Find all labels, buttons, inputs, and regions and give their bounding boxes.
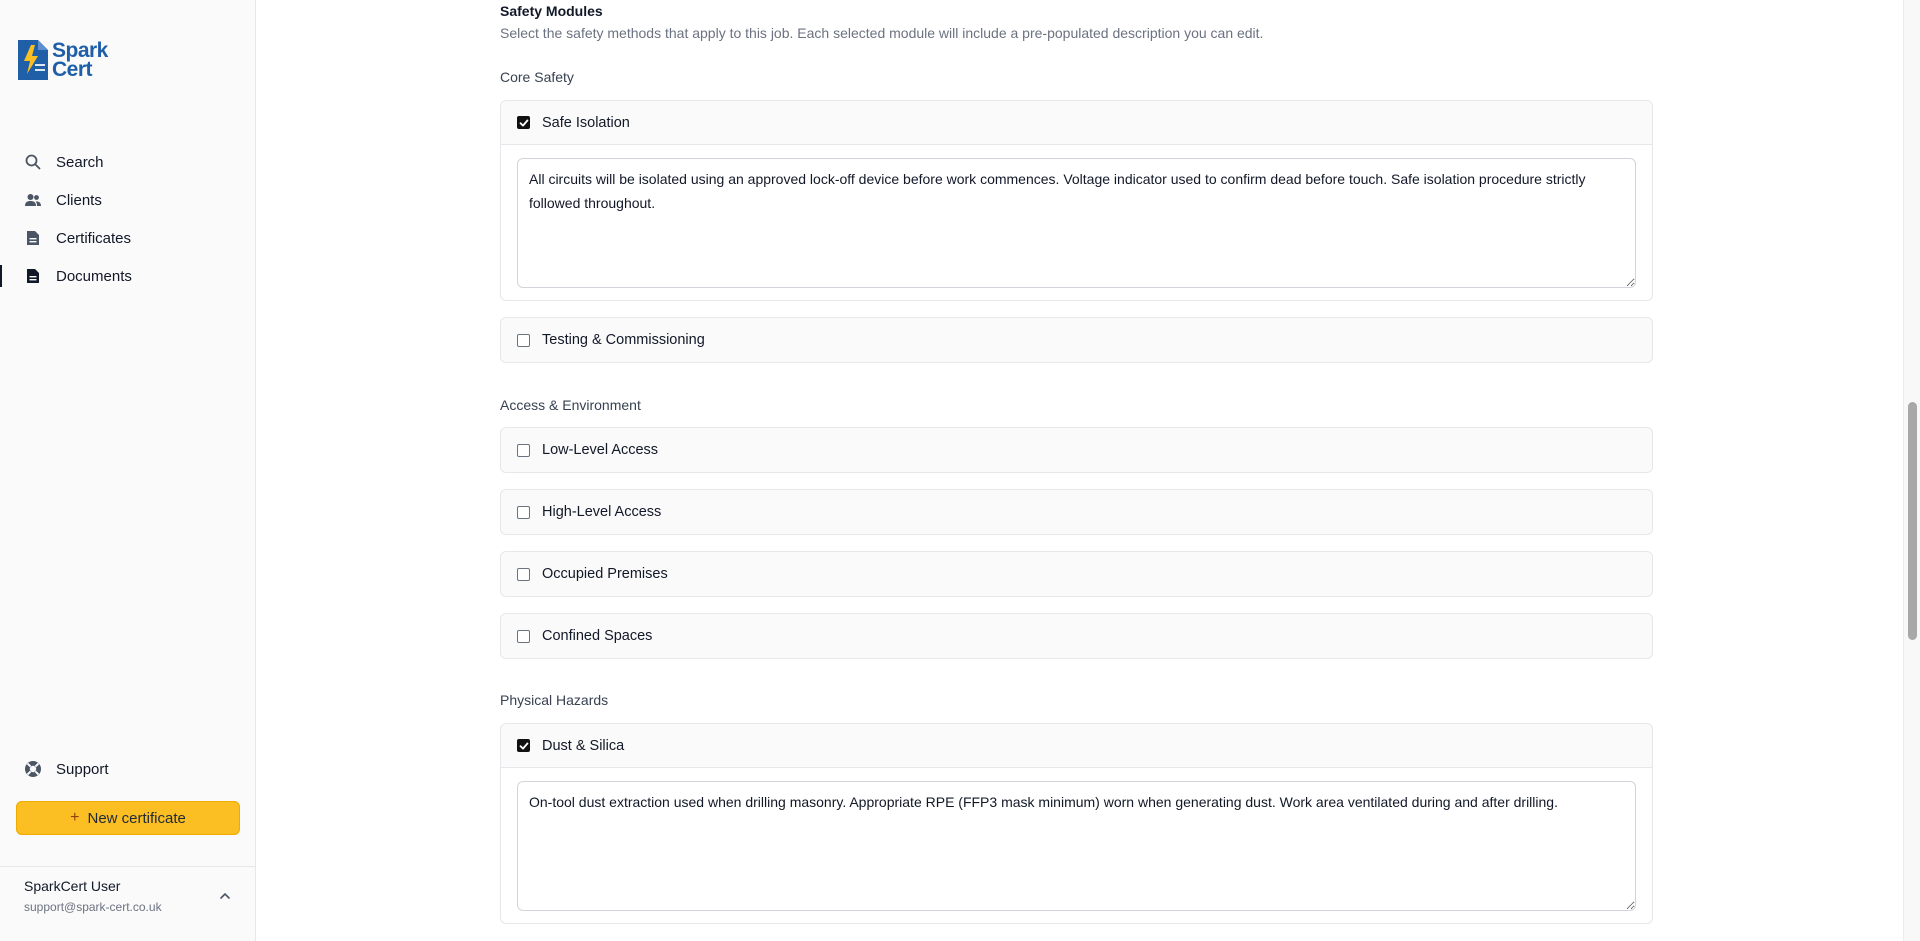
page-scrollbar[interactable]: [1903, 0, 1920, 941]
module-label: Safe Isolation: [542, 114, 630, 131]
sidebar-item-label: Search: [56, 153, 104, 171]
module-low-level-access: [500, 427, 1653, 473]
module-label: Dust & Silica: [542, 737, 625, 754]
support-label: Support: [56, 760, 109, 778]
sidebar-item-certificates[interactable]: [0, 219, 256, 257]
group-label-physical-hazards: Physical Hazards: [500, 692, 609, 708]
section-title: Safety Modules: [500, 3, 603, 19]
sidebar-item-label: Certificates: [56, 229, 132, 247]
logo-line-1: Spark: [52, 39, 108, 62]
group-label-access-environment: Access & Environment: [500, 397, 641, 413]
module-header[interactable]: [501, 724, 1652, 768]
dust-silica-description[interactable]: [517, 781, 1636, 911]
user-name: SparkCert User: [24, 878, 121, 894]
sidebar-item-clients[interactable]: [0, 181, 256, 219]
check-icon: [519, 741, 529, 751]
section-description: Select the safety methods that apply to this job. Each selected module will include a pre-populated description you can edit.: [500, 25, 1264, 41]
module-header[interactable]: [501, 552, 1652, 596]
module-safe-isolation: [500, 100, 1653, 301]
checkbox-safe-isolation[interactable]: [517, 116, 530, 129]
checkbox-high-level-access[interactable]: [517, 506, 530, 519]
module-label: Confined Spaces: [542, 628, 653, 644]
new-certificate-label: New certificate: [87, 809, 186, 827]
module-label: Occupied Premises: [542, 566, 668, 582]
scrollbar-thumb[interactable]: [1908, 402, 1917, 640]
document-icon: [24, 267, 42, 285]
module-header[interactable]: [501, 490, 1652, 534]
module-header[interactable]: [501, 614, 1652, 658]
sidebar-item-support[interactable]: [24, 760, 109, 778]
module-body: [501, 145, 1652, 300]
file-icon: [24, 229, 42, 247]
module-label: Low-Level Access: [542, 442, 659, 458]
users-icon: [24, 191, 42, 209]
sparkcert-logo[interactable]: [16, 38, 108, 82]
module-high-level-access: [500, 489, 1653, 535]
sidebar: [0, 0, 256, 941]
module-header[interactable]: [501, 428, 1652, 472]
checkbox-dust-silica[interactable]: [517, 739, 530, 752]
module-label: Testing & Commissioning: [542, 332, 705, 348]
life-ring-icon: [24, 760, 42, 778]
module-header[interactable]: [501, 318, 1652, 362]
group-label-core-safety: Core Safety: [500, 69, 574, 85]
module-dust-silica: [500, 723, 1653, 924]
checkbox-testing-commissioning[interactable]: [517, 334, 530, 347]
checkbox-low-level-access[interactable]: [517, 444, 530, 457]
logo-line-2: Cert: [52, 58, 93, 81]
new-certificate-button[interactable]: [16, 801, 240, 835]
module-header[interactable]: [501, 101, 1652, 145]
module-testing-commissioning: [500, 317, 1653, 363]
logo-text: [52, 41, 108, 79]
checkbox-confined-spaces[interactable]: [517, 630, 530, 643]
check-icon: [519, 118, 529, 128]
safe-isolation-description[interactable]: [517, 158, 1636, 288]
module-label: High-Level Access: [542, 504, 662, 520]
user-menu[interactable]: [0, 866, 256, 941]
module-body: [501, 768, 1652, 923]
sidebar-nav: [0, 143, 256, 295]
sidebar-item-search[interactable]: [0, 143, 256, 181]
plus-icon: +: [70, 809, 80, 826]
sidebar-item-documents[interactable]: [0, 257, 256, 295]
logo-icon: [16, 38, 50, 82]
checkbox-occupied-premises[interactable]: [517, 568, 530, 581]
sidebar-item-label: Documents: [56, 267, 132, 285]
user-email: support@spark-cert.co.uk: [24, 900, 162, 914]
module-occupied-premises: [500, 551, 1653, 597]
module-confined-spaces: [500, 613, 1653, 659]
chevron-up-icon[interactable]: [218, 889, 232, 903]
main-content: [257, 0, 1903, 941]
sidebar-item-label: Clients: [56, 191, 102, 209]
search-icon: [24, 153, 42, 171]
